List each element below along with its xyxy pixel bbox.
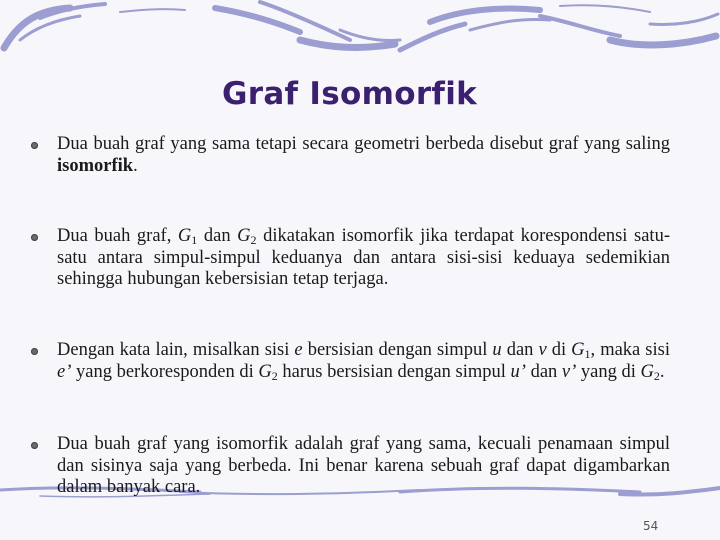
text-run: dan [525, 361, 562, 382]
italic-text: v [538, 340, 547, 360]
text-run: di [546, 340, 572, 360]
text-run: harus bersisian dengan simpul [277, 361, 511, 382]
subscript-text: 2 [653, 368, 660, 383]
text-run: dan [501, 340, 539, 360]
italic-text: G [571, 340, 585, 360]
text-run: Dua buah graf yang isomorfik adalah graf yang sama, kecuali penamaan simpul dan sisinya saja yang berbeda. Ini benar karena sebuah graf dapat digambarkan dalam banyak cara. [57, 434, 670, 497]
bold-text: isomorfik [57, 155, 134, 176]
bullet-item [57, 134, 670, 177]
subscript-text: 2 [250, 233, 257, 247]
text-run: Dengan kata lain, misalkan sisi [57, 340, 295, 360]
subscript-text: 1 [191, 233, 198, 247]
italic-text: G [177, 226, 192, 246]
slide-title: Graf Isomorfik [222, 76, 478, 112]
subscript-text: 1 [584, 347, 591, 361]
italic-text: u’ [510, 361, 526, 382]
decorative-header-swooshes [0, 0, 720, 60]
text-run: dikatakan isomorfik jika terdapat korespondensi satu-satu antara simpul-simpul keduanya dan antara sisi-sisi keduaya sedemikian sehingga hubungan kebersisian tetap terjaga. [57, 226, 670, 289]
text-run: , maka sisi [590, 340, 670, 360]
italic-text: v’ [561, 361, 577, 382]
text-run: Dua buah graf, [57, 226, 178, 246]
text-run: bersisian dengan simpul [302, 340, 493, 360]
italic-text: u [492, 340, 502, 360]
italic-text: G [258, 361, 272, 382]
italic-text: G [237, 226, 251, 246]
italic-text: e [294, 340, 303, 360]
text-run: yang di [576, 361, 641, 382]
text-run: . [659, 361, 665, 382]
page-number: 54 [643, 519, 659, 533]
italic-text: G [640, 361, 654, 382]
text-run: . [133, 155, 138, 176]
text-run: dan [197, 226, 238, 246]
subscript-text: 2 [271, 368, 278, 383]
bullet-item [57, 434, 670, 499]
text-run: Dua buah graf yang sama tetapi secara geometri berbeda disebut graf yang saling [57, 134, 670, 154]
bullet-item [57, 226, 670, 291]
bullet-item [57, 340, 670, 383]
italic-text: e’ [57, 361, 72, 382]
text-run: yang berkoresponden di [71, 361, 259, 382]
